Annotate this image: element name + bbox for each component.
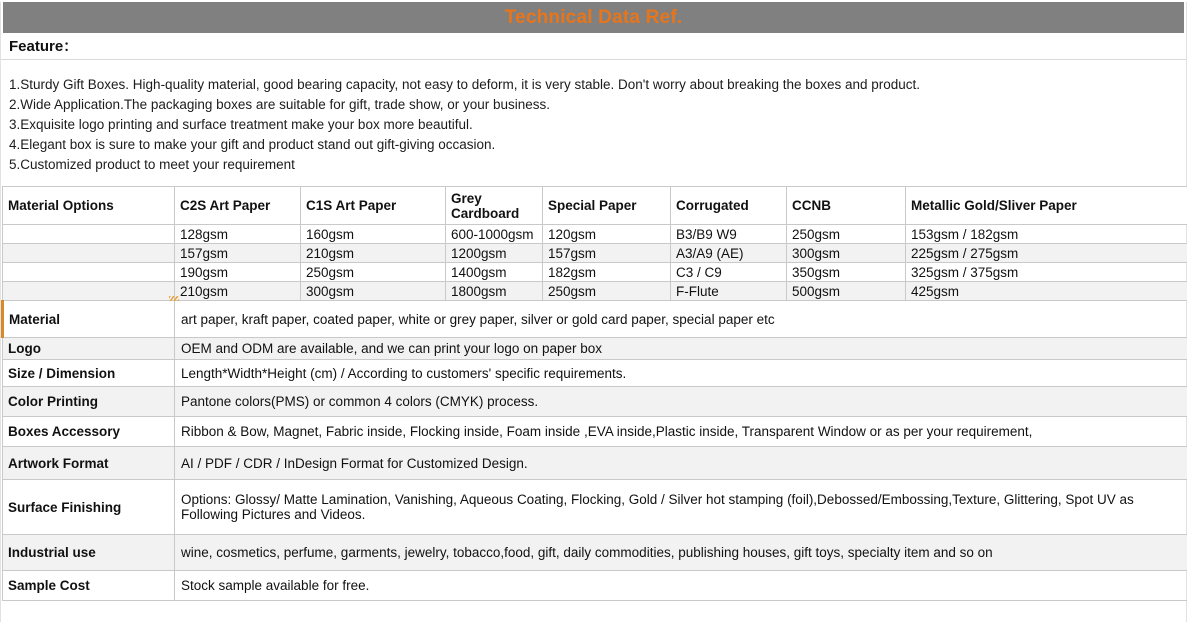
gsm-cell [3, 225, 175, 244]
gsm-cell: A3/A9 (AE) [671, 244, 787, 263]
spec-label: Material [3, 301, 175, 338]
gsm-cell: 190gsm [175, 263, 301, 282]
feature-item: 4.Elegant box is sure to make your gift and product stand out gift-giving occasion. [9, 135, 1186, 155]
feature-item: 5.Customized product to meet your requirement [9, 155, 1186, 175]
gsm-cell: 325gsm / 375gsm [906, 263, 1187, 282]
spec-row-material [3, 301, 1187, 338]
gsm-cell: 350gsm [787, 263, 906, 282]
title-bar [3, 2, 1184, 33]
gsm-cell: 1800gsm [446, 282, 543, 301]
spec-value: Length*Width*Height (cm) / According to customers' specific requirements. [175, 360, 1187, 387]
spec-label: Surface Finishing [3, 480, 175, 535]
spec-row-color-printing [3, 387, 1187, 417]
spec-row-sample-cost [3, 571, 1187, 601]
feature-list [1, 75, 1186, 175]
column-header-corrugated: Corrugated [671, 187, 787, 225]
gsm-cell: C3 / C9 [671, 263, 787, 282]
gsm-cell: 250gsm [787, 225, 906, 244]
gsm-cell: 120gsm [543, 225, 671, 244]
gsm-cell: 210gsm [301, 244, 446, 263]
feature-heading: Feature： [1, 33, 1186, 60]
gsm-cell: 300gsm [787, 244, 906, 263]
gsm-cell: F-Flute [671, 282, 787, 301]
column-header-c1s-art-paper: C1S Art Paper [301, 187, 446, 225]
technical-data-table-wrap [1, 186, 1186, 601]
table-row [3, 263, 1187, 282]
spec-label: Boxes Accessory [3, 417, 175, 447]
spec-label: Artwork Format [3, 447, 175, 480]
spec-value: wine, cosmetics, perfume, garments, jewelry, tobacco,food, gift, daily commodities, publishing houses, gift toys, specialty item and so on [175, 535, 1187, 571]
gsm-cell: 157gsm [175, 244, 301, 263]
gsm-cell: B3/B9 W9 [671, 225, 787, 244]
spec-row-industrial-use [3, 535, 1187, 571]
table-row [3, 225, 1187, 244]
spec-row-boxes-accessory [3, 417, 1187, 447]
gsm-cell: 500gsm [787, 282, 906, 301]
gsm-cell: 128gsm [175, 225, 301, 244]
spec-label: Color Printing [3, 387, 175, 417]
table-row [3, 282, 1187, 301]
gsm-cell: 600-1000gsm [446, 225, 543, 244]
column-header-c2s-art-paper: C2S Art Paper [175, 187, 301, 225]
gsm-cell: 153gsm / 182gsm [906, 225, 1187, 244]
gsm-cell [3, 263, 175, 282]
spec-label: Logo [3, 338, 175, 360]
spec-label: Industrial use [3, 535, 175, 571]
gsm-cell: 225gsm / 275gsm [906, 244, 1187, 263]
column-header-material-options: Material Options [3, 187, 175, 225]
gsm-cell: 160gsm [301, 225, 446, 244]
page-title: Technical Data Ref. [505, 7, 683, 29]
column-header-metallic-paper: Metallic Gold/Sliver Paper [906, 187, 1187, 225]
table-row [3, 244, 1187, 263]
spec-value: OEM and ODM are available, and we can print your logo on paper box [175, 338, 1187, 360]
gsm-cell [3, 282, 175, 301]
spec-value: Pantone colors(PMS) or common 4 colors (CMYK) process. [175, 387, 1187, 417]
spec-row-size-dimension [3, 360, 1187, 387]
column-header-grey-cardboard: Grey Cardboard [446, 187, 543, 225]
spec-value: Ribbon & Bow, Magnet, Fabric inside, Flocking inside, Foam inside ,EVA inside,Plastic inside, Transparent Window or as per your requirement, [175, 417, 1187, 447]
spec-value: Stock sample available for free. [175, 571, 1187, 601]
spec-row-surface-finishing [3, 480, 1187, 535]
column-header-ccnb: CCNB [787, 187, 906, 225]
gsm-cell: 250gsm [301, 263, 446, 282]
gsm-cell: 1200gsm [446, 244, 543, 263]
gsm-cell: 425gsm [906, 282, 1187, 301]
spec-value: AI / PDF / CDR / InDesign Format for Customized Design. [175, 447, 1187, 480]
spec-label: Sample Cost [3, 571, 175, 601]
gsm-cell: 182gsm [543, 263, 671, 282]
gsm-cell: 210gsm [175, 282, 301, 301]
technical-data-table [1, 186, 1187, 601]
spec-row-logo [3, 338, 1187, 360]
gsm-cell: 300gsm [301, 282, 446, 301]
gsm-cell [3, 244, 175, 263]
gsm-cell: 157gsm [543, 244, 671, 263]
page [0, 2, 1187, 622]
feature-item: 1.Sturdy Gift Boxes. High-quality material, good bearing capacity, not easy to deform, it is very stable. Don't worry about breaking the boxes and product. [9, 75, 1186, 95]
table-header-row [3, 187, 1187, 225]
feature-item: 3.Exquisite logo printing and surface treatment make your box more beautiful. [9, 115, 1186, 135]
spec-value: Options: Glossy/ Matte Lamination, Vanishing, Aqueous Coating, Flocking, Gold / Silver hot stamping (foil),Debossed/Embossing,Texture, Glittering, Spot UV as Following Pictures and Videos. [175, 480, 1187, 535]
spec-label: Size / Dimension [3, 360, 175, 387]
spec-value: art paper, kraft paper, coated paper, white or grey paper, silver or gold card paper, special paper etc [175, 301, 1187, 338]
gsm-cell: 1400gsm [446, 263, 543, 282]
spec-row-artwork-format [3, 447, 1187, 480]
column-header-special-paper: Special Paper [543, 187, 671, 225]
feature-item: 2.Wide Application.The packaging boxes are suitable for gift, trade show, or your business. [9, 95, 1186, 115]
gsm-cell: 250gsm [543, 282, 671, 301]
